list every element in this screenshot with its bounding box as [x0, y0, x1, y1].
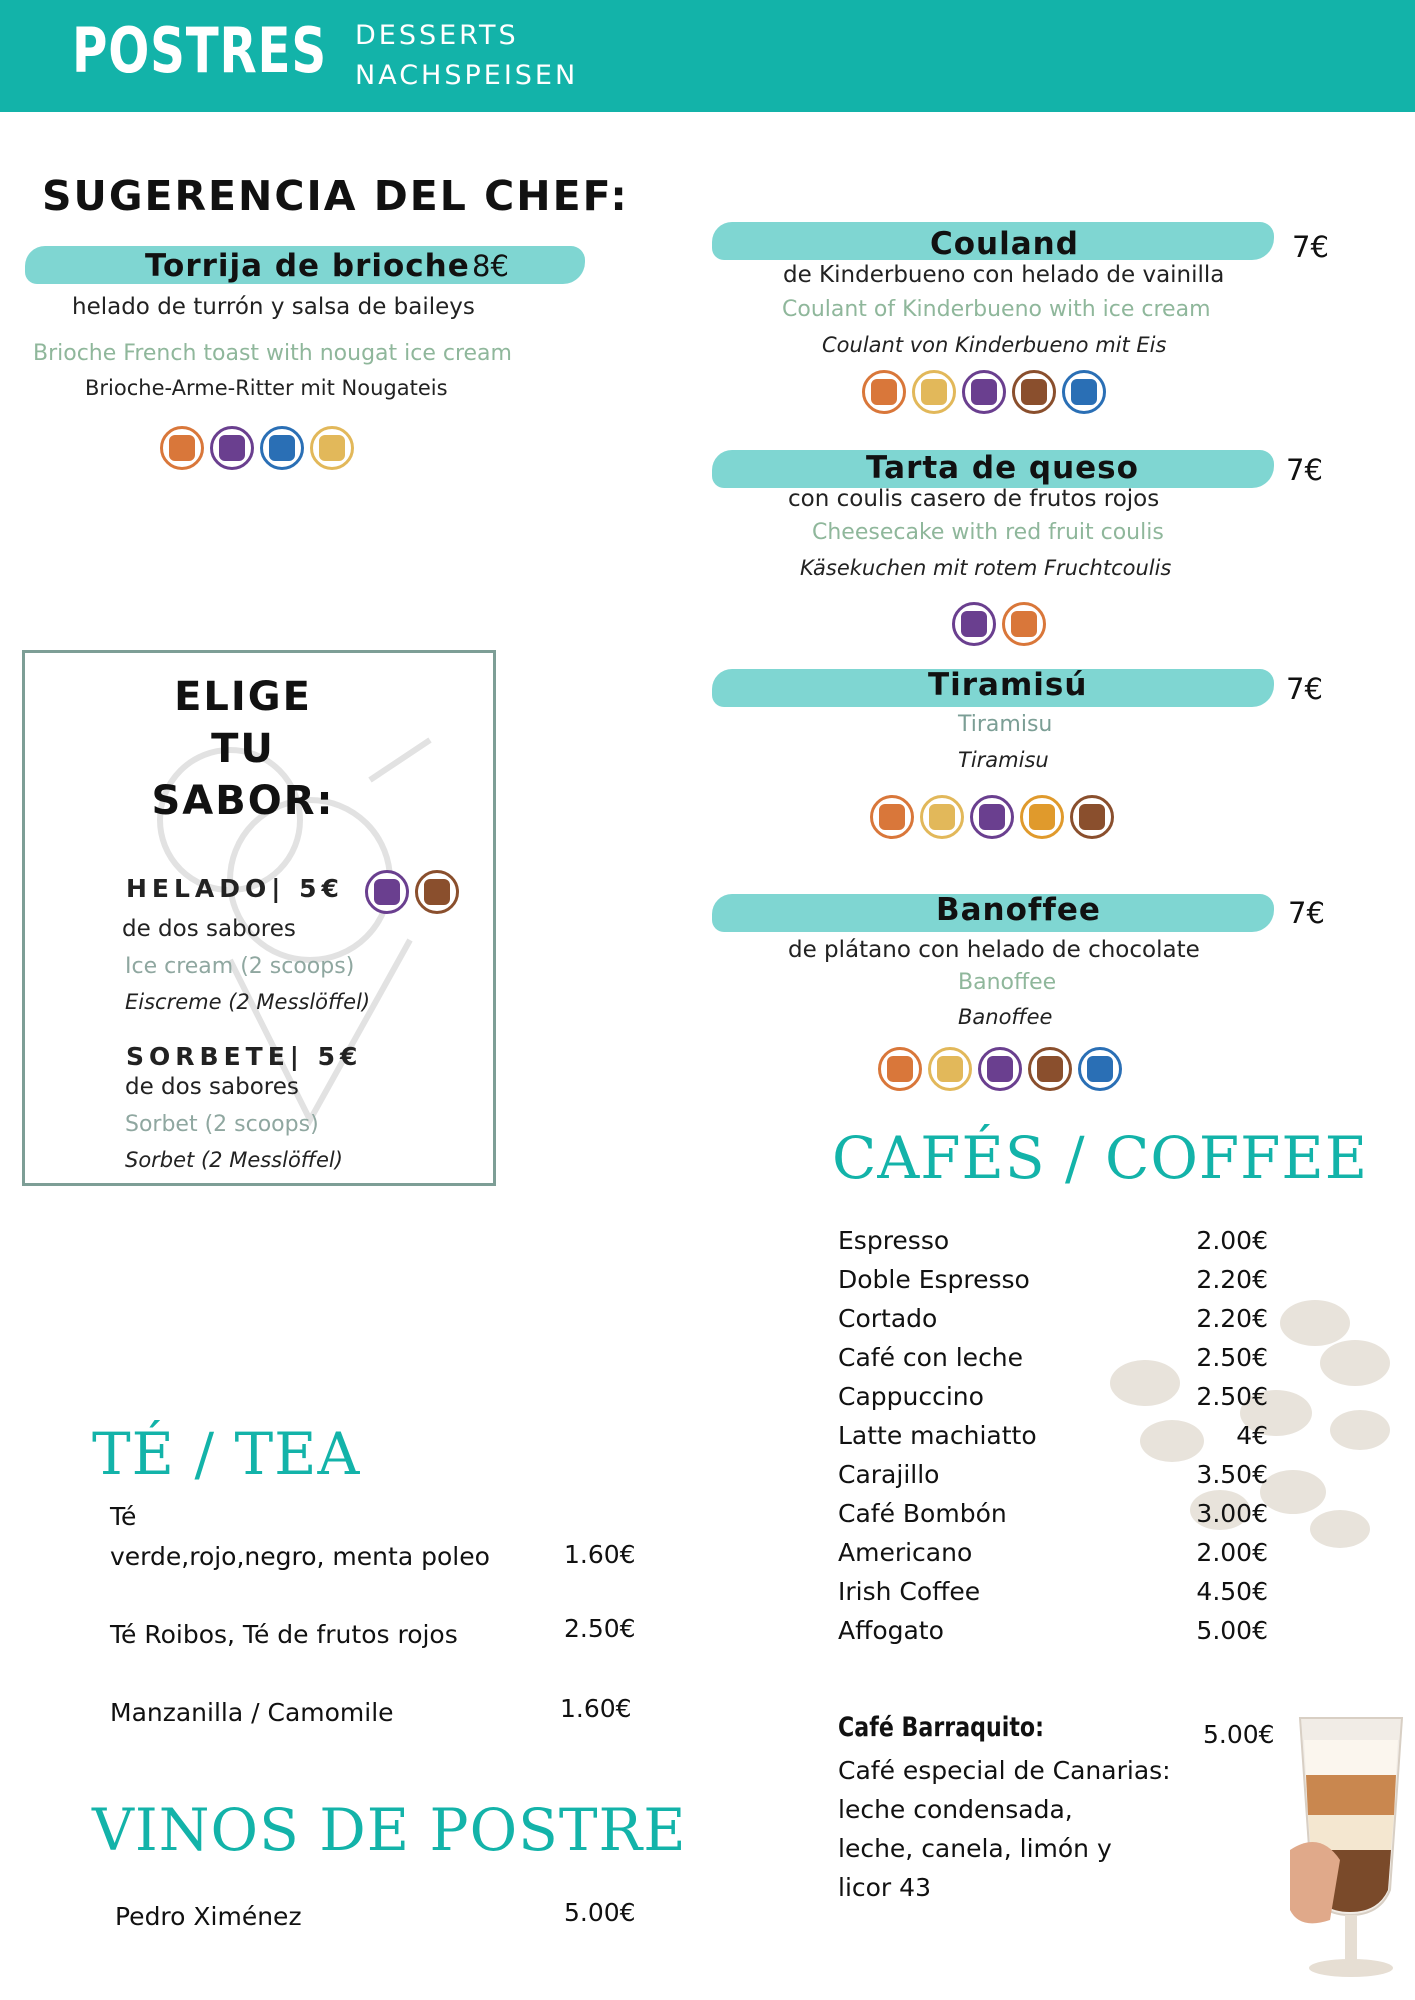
chef-dish-price: 8€ [472, 249, 509, 283]
dessert-allergen-icons [878, 1047, 1122, 1091]
tea-item-name: Manzanilla / Camomile [110, 1698, 394, 1727]
dessert-es: de Kinderbueno con helado de vainilla [783, 262, 1225, 288]
coffee-name: Espresso [838, 1226, 950, 1255]
barraquito-desc-1: Café especial de Canarias: [838, 1756, 1171, 1785]
egg-icon [310, 426, 354, 470]
chef-allergen-icons [160, 426, 354, 470]
tea-label: Té [110, 1502, 137, 1531]
coffee-row [838, 1616, 1268, 1655]
egg-icon [928, 1047, 972, 1091]
wine-item-name: Pedro Ximénez [115, 1902, 302, 1931]
coffee-name: Irish Coffee [838, 1577, 981, 1606]
tea-item-price: 2.50€ [564, 1614, 636, 1643]
dessert-allergen-icons [870, 795, 1114, 839]
chef-dish-en: Brioche French toast with nougat ice cream [33, 341, 512, 366]
sorbete-title: SORBETE| 5€ [126, 1042, 363, 1071]
helado-es: de dos sabores [122, 916, 296, 942]
dessert-allergen-icons [862, 370, 1106, 414]
gluten-icon [862, 370, 906, 414]
coffee-row [838, 1577, 1268, 1616]
dessert-name: Tarta de queso [866, 450, 1139, 486]
flavor-title-line1: ELIGE [174, 674, 312, 720]
barraquito-glass-image [1290, 1700, 1415, 2000]
peanut-icon [1020, 795, 1064, 839]
chef-dish-de: Brioche-Arme-Ritter mit Nougateis [85, 376, 448, 400]
coffee-row [838, 1421, 1268, 1460]
dessert-de: Tiramisu [958, 748, 1049, 772]
coffee-name: Affogato [838, 1616, 944, 1645]
coffee-row [838, 1226, 1268, 1265]
milk-icon [365, 870, 409, 914]
nuts-icon [1028, 1047, 1072, 1091]
barraquito-desc-3: leche, canela, limón y [838, 1834, 1112, 1863]
coffee-price: 2.00€ [1196, 1226, 1268, 1255]
gluten-icon [878, 1047, 922, 1091]
coffee-row [838, 1304, 1268, 1343]
coffee-price: 2.50€ [1196, 1382, 1268, 1411]
dessert-en: Banoffee [958, 970, 1057, 995]
coffee-price: 2.20€ [1196, 1304, 1268, 1333]
milk-icon [970, 795, 1014, 839]
dessert-price: 7€ [1288, 896, 1325, 930]
nuts-icon [1070, 795, 1114, 839]
soy-icon [260, 426, 304, 470]
dessert-de: Käsekuchen mit rotem Fruchtcoulis [800, 556, 1172, 580]
coffee-row [838, 1499, 1268, 1538]
coffee-section-title: CAFÉS / COFFEE [832, 1124, 1369, 1192]
dessert-price: 7€ [1286, 453, 1323, 487]
milk-icon [952, 602, 996, 646]
coffee-price: 2.20€ [1196, 1265, 1268, 1294]
coffee-price: 2.00€ [1196, 1538, 1268, 1567]
coffee-name: Cappuccino [838, 1382, 984, 1411]
coffee-row [838, 1538, 1268, 1577]
dessert-name: Tiramisú [928, 667, 1088, 703]
coffee-name: Café Bombón [838, 1499, 1007, 1528]
helado-title: HELADO| 5€ [126, 874, 344, 903]
flavor-title-line2: TU [211, 726, 275, 772]
gluten-icon [160, 426, 204, 470]
dessert-es: de plátano con helado de chocolate [788, 937, 1200, 963]
tea-item-name: Té Roibos, Té de frutos rojos [110, 1620, 458, 1649]
egg-icon [920, 795, 964, 839]
chef-dish-name: Torrija de brioche [145, 248, 470, 284]
coffee-row [838, 1343, 1268, 1382]
helado-allergen-icons [365, 870, 459, 914]
dessert-name: Banoffee [936, 892, 1101, 928]
soy-icon [1062, 370, 1106, 414]
coffee-price: 3.00€ [1196, 1499, 1268, 1528]
tea-item-price: 1.60€ [564, 1540, 636, 1569]
flavor-title-line3: SABOR: [151, 778, 335, 824]
coffee-name: Doble Espresso [838, 1265, 1030, 1294]
page-title: POSTRES [72, 14, 327, 87]
milk-icon [962, 370, 1006, 414]
milk-icon [210, 426, 254, 470]
sorbete-en: Sorbet (2 scoops) [125, 1112, 319, 1137]
coffee-price: 3.50€ [1196, 1460, 1268, 1489]
sorbete-es: de dos sabores [125, 1074, 299, 1100]
sorbete-de: Sorbet (2 Messlöffel) [125, 1148, 343, 1172]
tea-item-name: verde,rojo,negro, menta poleo [110, 1542, 490, 1571]
helado-de: Eiscreme (2 Messlöffel) [125, 990, 371, 1014]
helado-en: Ice cream (2 scoops) [125, 954, 355, 979]
tea-section-title: TÉ / TEA [92, 1420, 361, 1488]
gluten-icon [1002, 602, 1046, 646]
gluten-icon [870, 795, 914, 839]
tea-item-price: 1.60€ [560, 1694, 632, 1723]
dessert-en: Tiramisu [958, 712, 1053, 737]
coffee-name: Cortado [838, 1304, 938, 1333]
barraquito-price: 5.00€ [1203, 1720, 1275, 1749]
dessert-price: 7€ [1292, 230, 1329, 264]
header-subtitle-de: NACHSPEISEN [355, 60, 579, 91]
coffee-price: 4€ [1236, 1421, 1268, 1450]
coffee-name: Latte machiatto [838, 1421, 1037, 1450]
barraquito-desc-4: licor 43 [838, 1873, 931, 1902]
coffee-name: Carajillo [838, 1460, 940, 1489]
nuts-icon [1012, 370, 1056, 414]
coffee-price: 2.50€ [1196, 1343, 1268, 1372]
coffee-price: 4.50€ [1196, 1577, 1268, 1606]
soy-icon [1078, 1047, 1122, 1091]
dessert-price: 7€ [1286, 672, 1323, 706]
barraquito-title: Café Barraquito: [838, 1712, 1044, 1743]
dessert-en: Coulant of Kinderbueno with ice cream [782, 297, 1211, 322]
wine-item-price: 5.00€ [564, 1898, 636, 1927]
coffee-row [838, 1382, 1268, 1421]
coffee-price: 5.00€ [1196, 1616, 1268, 1645]
dessert-es: con coulis casero de frutos rojos [788, 486, 1160, 512]
coffee-name: Americano [838, 1538, 973, 1567]
coffee-row [838, 1265, 1268, 1304]
chef-dish-es: helado de turrón y salsa de baileys [72, 294, 475, 320]
coffee-list [838, 1226, 1268, 1655]
dessert-de: Banoffee [958, 1005, 1053, 1029]
dessert-en: Cheesecake with red fruit coulis [812, 520, 1164, 545]
coffee-name: Café con leche [838, 1343, 1024, 1372]
barraquito-desc-2: leche condensada, [838, 1795, 1073, 1824]
dessert-name: Couland [930, 226, 1079, 262]
milk-icon [978, 1047, 1022, 1091]
dessert-allergen-icons [952, 602, 1046, 646]
nuts-icon [415, 870, 459, 914]
chef-suggestion-title: SUGERENCIA DEL CHEF: [42, 172, 629, 220]
egg-icon [912, 370, 956, 414]
wine-section-title: VINOS DE POSTRE [92, 1796, 687, 1864]
header-subtitle-en: DESSERTS [355, 20, 519, 51]
coffee-row [838, 1460, 1268, 1499]
dessert-de: Coulant von Kinderbueno mit Eis [822, 333, 1167, 357]
